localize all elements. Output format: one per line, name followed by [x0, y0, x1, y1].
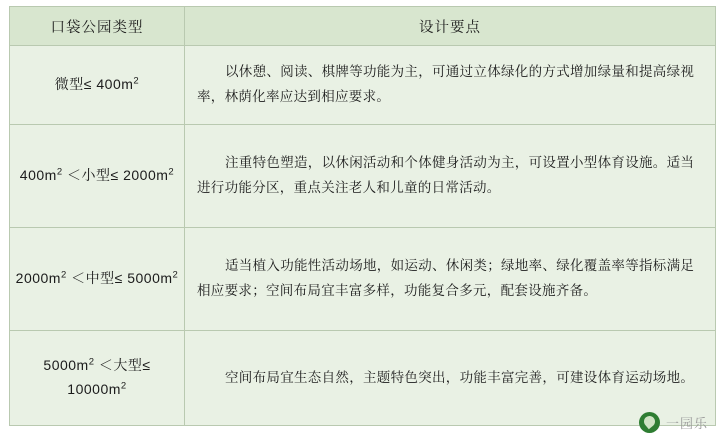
type-text: 400m [19, 167, 57, 184]
type-superscript-2: 2 [168, 166, 175, 178]
leaf-circle-icon [639, 412, 660, 433]
type-superscript-2: 2 [172, 269, 179, 281]
type-superscript: 2 [60, 269, 67, 281]
table-row [10, 46, 716, 125]
cell-design-points: 注重特色塑造，以休闲活动和个体健身活动为主，可设置小型体育设施。适当进行功能分区，重点关注老人和儿童的日常活动。 [185, 125, 716, 228]
column-header-type: 口袋公园类型 [10, 7, 185, 46]
type-superscript: 2 [56, 166, 63, 178]
cell-type [10, 331, 185, 426]
type-text: 5000m [43, 357, 89, 374]
type-text: 微型≤ 400m [54, 76, 134, 93]
table-row [10, 331, 716, 426]
table-row [10, 228, 716, 331]
pocket-park-type-table [9, 6, 716, 426]
cell-type [10, 46, 185, 125]
cell-type [10, 125, 185, 228]
type-superscript: 2 [133, 75, 140, 87]
type-text-mid: ＜中型≤ 5000m [66, 270, 173, 287]
table-row [10, 125, 716, 228]
cell-type [10, 228, 185, 331]
type-text-mid: ＜大型≤ 10000m [67, 357, 151, 397]
type-superscript: 2 [88, 356, 95, 368]
cell-design-points: 以休憩、阅读、棋牌等功能为主，可通过立体绿化的方式增加绿量和提高绿视率，林荫化率应达到相应要求。 [185, 46, 716, 125]
table-header-row [10, 7, 716, 46]
watermark-label: 一园乐 [665, 416, 708, 431]
watermark [639, 412, 708, 433]
cell-design-points: 空间布局宜生态自然，主题特色突出，功能丰富完善，可建设体育运动场地。 [185, 331, 716, 426]
table-body [10, 46, 716, 426]
document-page [0, 6, 724, 445]
type-text-mid: ＜小型≤ 2000m [62, 167, 169, 184]
type-superscript-2: 2 [120, 380, 127, 392]
table-header [10, 7, 716, 46]
type-text: 2000m [15, 270, 61, 287]
column-header-design-points: 设计要点 [185, 7, 716, 46]
cell-design-points: 适当植入功能性活动场地，如运动、休闲类；绿地率、绿化覆盖率等指标满足相应要求；空间布局宜丰富多样，功能复合多元，配套设施齐备。 [185, 228, 716, 331]
